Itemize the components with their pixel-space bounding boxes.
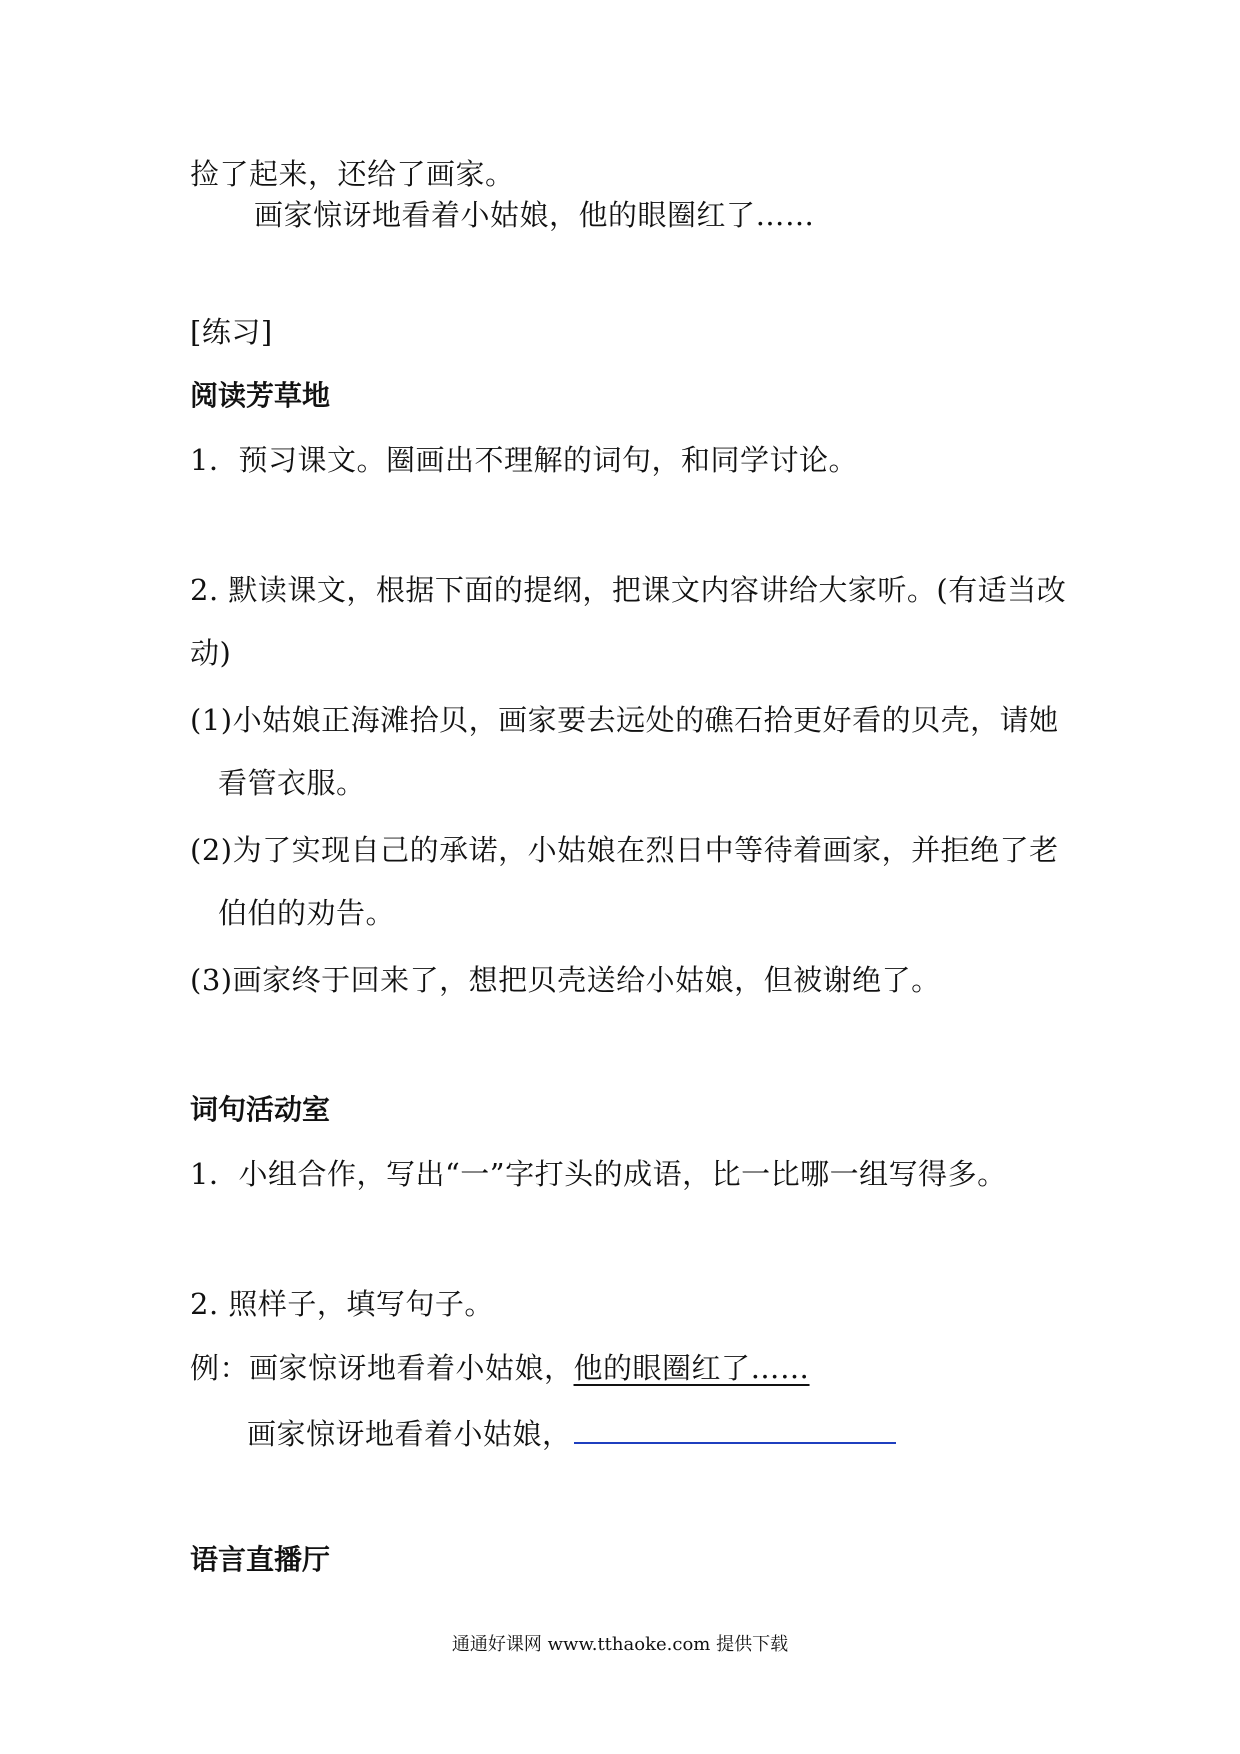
section-heading-language: 语言直播厅 <box>190 1543 331 1576</box>
fill-in-blank-line[interactable] <box>574 1410 896 1444</box>
practice-label: [练习] <box>190 315 273 349</box>
reading-question-2-line-2: 动) <box>190 636 232 670</box>
example-underlined-answer: 他的眼圈红了…… <box>573 1351 810 1385</box>
body-line-2: 画家惊讶地看着小姑娘，他的眼圈红了…… <box>254 198 815 232</box>
outline-item-2-line-1: (2)为了实现自己的承诺，小姑娘在烈日中等待着画家，并拒绝了老 <box>190 833 1059 867</box>
outline-item-1-line-1: (1)小姑娘正海滩拾贝，画家要去远处的礁石拾更好看的贝壳，请她 <box>190 703 1059 737</box>
example-sentence <box>190 1348 810 1388</box>
outline-item-3: (3)画家终于回来了，想把贝壳送给小姑娘，但被谢绝了。 <box>190 963 941 997</box>
section-heading-words: 词句活动室 <box>190 1093 331 1126</box>
exercise-sentence <box>247 1410 896 1454</box>
reading-question-1: 1．预习课文。圈画出不理解的词句，和同学讨论。 <box>190 443 858 477</box>
page-footer: 通通好课网 www.tthaoke.com 提供下载 <box>451 1634 789 1655</box>
reading-question-2-line-1: 2. 默读课文，根据下面的提纲，把课文内容讲给大家听。(有适当改 <box>190 573 1067 607</box>
words-question-2: 2. 照样子，填写句子。 <box>190 1287 494 1321</box>
body-line-1: 捡了起来，还给了画家。 <box>190 157 515 191</box>
example-prefix: 例：画家惊讶地看着小姑娘， <box>190 1351 574 1385</box>
section-heading-reading: 阅读芳草地 <box>190 379 331 412</box>
exercise-prefix: 画家惊讶地看着小姑娘， <box>247 1417 572 1451</box>
outline-item-1-line-2: 看管衣服。 <box>218 766 366 800</box>
outline-item-2-line-2: 伯伯的劝告。 <box>218 896 396 930</box>
words-question-1: 1．小组合作，写出“一”字打头的成语，比一比哪一组写得多。 <box>190 1157 1007 1191</box>
